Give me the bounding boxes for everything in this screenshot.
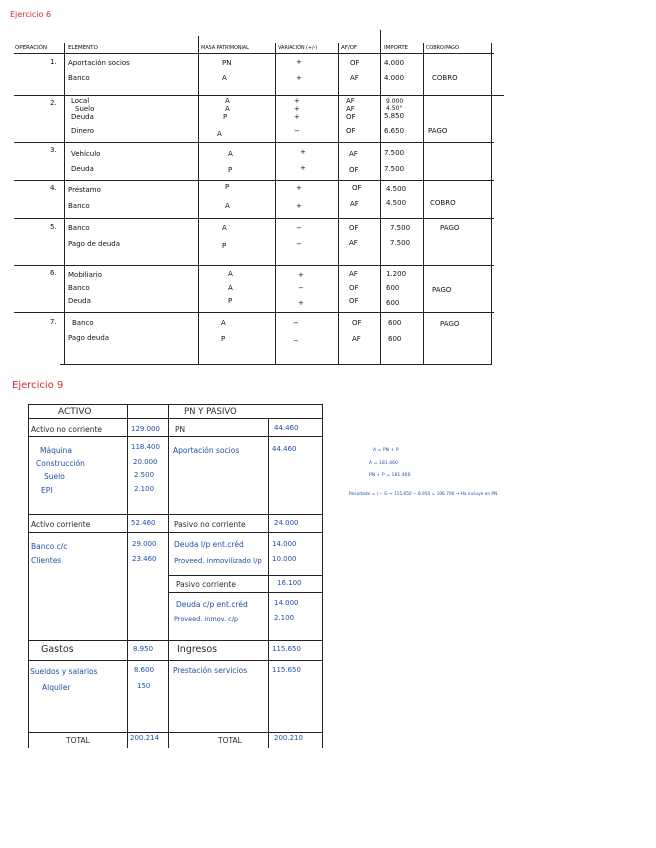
ex6-col-rule xyxy=(380,30,381,364)
ex9-section-rule xyxy=(28,514,323,515)
resultado-note: Resultado = I − G → 115.650 − 8.950 = 106.700 → Ha incluye en PN xyxy=(349,492,498,497)
ex9-section-rule xyxy=(28,436,323,437)
masa-cell: A xyxy=(225,97,230,105)
pnc-total: 24.000 xyxy=(274,519,299,527)
ex6-col-header: IMPORTE xyxy=(384,45,408,51)
amount-cell: 4.50° xyxy=(386,105,403,112)
ex9-section-rule xyxy=(168,575,323,576)
pnc-label: Pasivo no corriente xyxy=(174,520,246,529)
ex9-frame xyxy=(28,404,29,748)
amount-cell: 600 xyxy=(388,335,402,343)
amount-cell: 7.500 xyxy=(390,224,411,232)
ex6-row-rule xyxy=(14,312,494,313)
masa-cell: A xyxy=(222,224,227,232)
masa-cell: A xyxy=(228,270,233,278)
op-number: 4. xyxy=(50,184,57,192)
element-cell: Pago de deuda xyxy=(68,240,121,248)
ex6-row-rule xyxy=(14,180,494,181)
ex9-section-rule xyxy=(28,732,323,733)
variation-cell: + xyxy=(296,58,302,66)
amount-cell: 600 xyxy=(386,299,400,307)
gastos-total: 8.950 xyxy=(133,645,154,653)
amount-cell: 7.500 xyxy=(384,165,405,173)
anc-item: Máquina xyxy=(40,446,73,455)
masa-cell: A xyxy=(228,150,233,158)
masa-cell: A xyxy=(225,202,230,210)
afof-cell: AF xyxy=(350,200,359,208)
ex9-section-rule xyxy=(28,660,323,661)
amount-cell: 7.500 xyxy=(390,239,411,247)
afof-cell: OF xyxy=(352,319,362,327)
amount-cell: 5.850 xyxy=(384,112,405,120)
element-cell: Suelo xyxy=(75,105,95,113)
ex9-section-rule xyxy=(28,532,323,533)
gastos-item: Alquiler xyxy=(42,683,71,692)
variation-cell: − xyxy=(296,224,302,232)
ex9-frame xyxy=(28,404,323,405)
variation-cell: + xyxy=(296,202,302,210)
ex6-row-rule xyxy=(14,142,494,143)
masa-cell: P xyxy=(225,183,230,191)
ingresos-value: 115.650 xyxy=(272,666,301,674)
pn-total: 44.460 xyxy=(274,424,299,432)
ingresos-item: Prestación servicios xyxy=(173,666,248,675)
ex6-col-rule xyxy=(423,43,424,364)
ac-item: Banco c/c xyxy=(31,542,68,551)
pc-value: 14.000 xyxy=(274,599,299,607)
amount-cell: 1.200 xyxy=(386,270,407,278)
op-number: 2. xyxy=(50,99,57,107)
variation-cell: − xyxy=(298,284,304,292)
gastos-value: 150 xyxy=(137,682,151,690)
ex6-col-rule xyxy=(491,43,492,364)
masa-cell: A xyxy=(222,74,227,82)
ex6-col-header: ELEMENTO xyxy=(68,45,98,51)
ac-item: Clientes xyxy=(31,556,62,565)
activo-header: ACTIVO xyxy=(58,407,92,417)
ex9-section-rule xyxy=(28,640,323,641)
variation-cell: − xyxy=(294,127,300,135)
element-cell: Banco xyxy=(68,74,90,82)
pn-label: PN xyxy=(175,425,186,434)
ex6-col-rule xyxy=(64,43,65,364)
pn-item: Aportación socios xyxy=(173,446,240,455)
ex9-frame xyxy=(127,404,128,748)
op-number: 1. xyxy=(50,58,57,66)
ex6-col-rule xyxy=(198,36,199,364)
ex6-title: Ejercicio 6 xyxy=(10,10,52,19)
afof-cell: AF xyxy=(352,335,361,343)
amount-cell: 6.650 xyxy=(384,127,405,135)
variation-cell: + xyxy=(296,74,302,82)
masa-cell: P xyxy=(223,113,228,121)
anc-label: Activo no corriente xyxy=(31,425,103,434)
anc-value: 2.100 xyxy=(134,485,155,493)
afof-cell: OF xyxy=(346,127,356,135)
ex6-col-rule xyxy=(275,43,276,364)
total-left-label: TOTAL xyxy=(66,736,90,745)
ex6-row-rule xyxy=(14,95,504,96)
ac-value: 23.460 xyxy=(132,555,157,563)
amount-cell: 9.000 xyxy=(386,98,404,105)
element-cell: Banco xyxy=(68,224,90,232)
ex6-col-header: OPERACIÓN xyxy=(15,45,47,51)
ex9-frame xyxy=(268,418,269,748)
afof-cell: AF xyxy=(346,97,355,105)
element-cell: Dinero xyxy=(71,127,95,135)
ex9-title: Ejercicio 9 xyxy=(12,380,64,391)
amount-cell: 600 xyxy=(388,319,402,327)
masa-cell: P xyxy=(221,335,226,343)
variation-cell: + xyxy=(294,113,300,121)
ex9-frame xyxy=(322,404,323,748)
variation-cell: + xyxy=(294,105,300,113)
element-cell: Mobiliario xyxy=(68,271,102,279)
pc-item: Deuda c/p ent.créd xyxy=(176,600,248,609)
afof-cell: OF xyxy=(352,184,362,192)
cobro-pago-cell: PAGO xyxy=(440,320,460,328)
element-cell: Aportación socios xyxy=(68,59,130,67)
pnc-item: Proveed. inmovilizado l/p xyxy=(174,557,262,565)
afof-cell: OF xyxy=(349,297,359,305)
afof-cell: AF xyxy=(346,105,355,113)
variation-cell: − xyxy=(296,240,302,248)
op-number: 3. xyxy=(50,146,57,154)
note-line: A = 181.460 xyxy=(369,461,398,466)
ex9-frame xyxy=(168,404,169,748)
anc-value: 2.500 xyxy=(134,471,155,479)
ex9-frame xyxy=(28,418,323,419)
op-number: 6. xyxy=(50,269,57,277)
pnc-value: 14.000 xyxy=(272,540,297,548)
anc-value: 20.000 xyxy=(133,458,158,466)
cobro-pago-cell: PAGO xyxy=(432,286,452,294)
masa-cell: PN xyxy=(222,59,232,67)
note-line: PN + P = 181.460 xyxy=(369,473,411,478)
anc-total: 129.000 xyxy=(131,425,160,433)
total-right-value: 200.210 xyxy=(274,734,303,742)
masa-cell: A xyxy=(217,130,222,138)
afof-cell: AF xyxy=(350,74,359,82)
afof-cell: OF xyxy=(350,59,360,67)
pnc-value: 10.000 xyxy=(272,555,297,563)
element-cell: Deuda xyxy=(71,165,94,173)
pn-value: 44.460 xyxy=(272,445,297,453)
element-cell: Banco xyxy=(68,284,90,292)
afof-cell: OF xyxy=(349,224,359,232)
anc-value: 118.400 xyxy=(131,443,160,451)
element-cell: Deuda xyxy=(71,113,94,121)
ac-label: Activo corriente xyxy=(31,520,91,529)
ex6-bottom-rule xyxy=(60,364,492,365)
pc-value: 2.100 xyxy=(274,614,295,622)
total-left-value: 200.214 xyxy=(130,734,159,742)
gastos-value: 8.600 xyxy=(134,666,155,674)
afof-cell: OF xyxy=(346,113,356,121)
pn-pasivo-header: PN Y PASIVO xyxy=(184,407,237,417)
element-cell: Préstamo xyxy=(68,186,101,194)
variation-cell: + xyxy=(298,299,304,307)
ex6-col-header: AF/OF xyxy=(341,45,358,51)
ac-value: 29.000 xyxy=(132,540,157,548)
pc-item: Proveed. inmov. c/p xyxy=(174,615,239,623)
element-cell: Banco xyxy=(68,202,90,210)
variation-cell: − xyxy=(293,319,299,327)
pc-total: 16.100 xyxy=(277,579,302,587)
ex6-col-header: COBRO/PAGO xyxy=(426,45,459,51)
afof-cell: OF xyxy=(349,284,359,292)
masa-cell: P xyxy=(228,166,233,174)
variation-cell: + xyxy=(294,97,300,105)
note-line: A = PN + P xyxy=(373,448,399,453)
element-cell: Local xyxy=(71,97,90,105)
ex6-row-rule xyxy=(14,265,494,266)
masa-cell: A xyxy=(225,105,230,113)
masa-cell: P xyxy=(228,297,233,305)
amount-cell: 4.500 xyxy=(386,199,407,207)
ex6-col-header: VARIACIÓN (+/-) xyxy=(278,45,318,51)
masa-cell: A xyxy=(221,319,226,327)
element-cell: Banco xyxy=(72,319,94,327)
anc-item: Suelo xyxy=(44,472,65,481)
ex6-col-header: MASA PATRIMONIAL xyxy=(201,45,249,51)
total-right-label: TOTAL xyxy=(218,736,242,745)
variation-cell: − xyxy=(293,337,299,345)
amount-cell: 4.500 xyxy=(386,185,407,193)
variation-cell: + xyxy=(298,271,304,279)
variation-cell: + xyxy=(296,184,302,192)
variation-cell: + xyxy=(300,164,306,172)
amount-cell: 7.500 xyxy=(384,149,405,157)
afof-cell: AF xyxy=(349,270,358,278)
pc-label: Pasivo corriente xyxy=(176,580,236,589)
op-number: 7. xyxy=(50,318,57,326)
variation-cell: + xyxy=(300,148,306,156)
anc-item: EPI xyxy=(41,486,53,495)
ingresos-total: 115.650 xyxy=(272,645,301,653)
anc-item: Construcción xyxy=(36,459,85,468)
ingresos-label: Ingresos xyxy=(177,644,218,655)
amount-cell: 600 xyxy=(386,284,400,292)
gastos-label: Gastos xyxy=(41,644,74,655)
afof-cell: AF xyxy=(349,150,358,158)
ex6-header-rule xyxy=(14,53,494,54)
amount-cell: 4.000 xyxy=(384,59,405,67)
amount-cell: 4.000 xyxy=(384,74,405,82)
afof-cell: AF xyxy=(349,239,358,247)
cobro-pago-cell: PAGO xyxy=(440,224,460,232)
cobro-pago-cell: COBRO xyxy=(430,199,456,207)
ac-total: 52.460 xyxy=(131,519,156,527)
element-cell: Pago deuda xyxy=(68,334,110,342)
masa-cell: P xyxy=(222,242,227,250)
ex6-row-rule xyxy=(14,218,494,219)
pnc-item: Deuda l/p ent.créd xyxy=(174,540,244,549)
afof-cell: OF xyxy=(349,166,359,174)
element-cell: Vehículo xyxy=(71,150,101,158)
gastos-item: Sueldos y salarios xyxy=(30,667,98,676)
cobro-pago-cell: PAGO xyxy=(428,127,448,135)
cobro-pago-cell: COBRO xyxy=(432,74,458,82)
masa-cell: A xyxy=(228,284,233,292)
ex9-section-rule xyxy=(168,592,323,593)
op-number: 5. xyxy=(50,223,57,231)
ex6-col-rule xyxy=(338,43,339,364)
element-cell: Deuda xyxy=(68,297,91,305)
